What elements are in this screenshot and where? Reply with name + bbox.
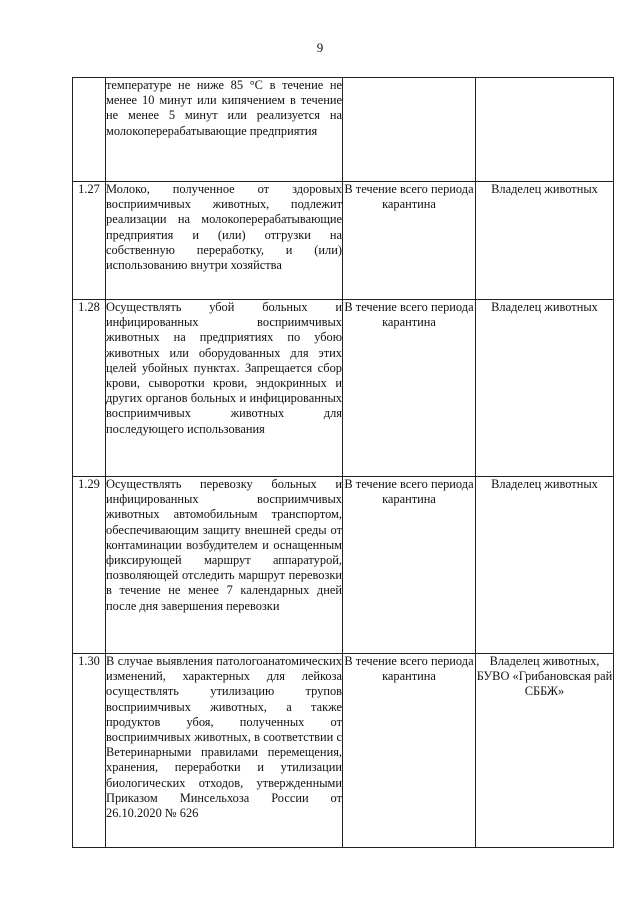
row-number: 1.27 — [73, 182, 106, 300]
table-row — [73, 654, 614, 848]
table-row — [73, 477, 614, 654]
measure-text: Осуществлять перевозку больных и инфицированных восприимчивых животных автомобильным транспортом, обеспечивающим защиту внешней среды от контаминации возбудителем и оснащенным фиксирующей маршрут аппаратурой, позволяющей отследить маршрут перевозки в течение не менее 7 календарных дней после дня завершения перевозки — [106, 477, 343, 654]
measure-term: В течение всего периода карантина — [343, 300, 476, 477]
measure-responsible: Владелец животных — [476, 300, 614, 477]
measure-term: В течение всего периода карантина — [343, 182, 476, 300]
row-number: 1.28 — [73, 300, 106, 477]
page-number: 9 — [316, 40, 324, 55]
measures-table — [72, 77, 614, 848]
measure-term: В течение всего периода карантина — [343, 477, 476, 654]
measure-text: Молоко, полученное от здоровых восприимчивых животных, подлежит реализации на молокоперерабатывающие предприятия и (или) отгрузки на собственную переработку, и (или) использованию внутри хозяйства — [106, 182, 343, 300]
measure-responsible: Владелец животных — [476, 182, 614, 300]
measure-text: температуре не ниже 85 °С в течение не менее 10 минут или кипячением в течение не менее 5 минут или реализуется на молокоперерабатывающие предприятия — [106, 78, 343, 182]
table-row — [73, 78, 614, 182]
measure-term — [343, 78, 476, 182]
measure-responsible: Владелец животных, БУВО «Грибановская рай СББЖ» — [476, 654, 614, 848]
measure-text: Осуществлять убой больных и инфицированных восприимчивых животных на предприятиях по убою животных или оборудованных для этих целей убойных пунктах. Запрещается сбор крови, сыворотки крови, эндокринных и других органов больных и инфицированных восприимчивых животных для последующего использования — [106, 300, 343, 477]
table-row — [73, 300, 614, 477]
row-number: 1.29 — [73, 477, 106, 654]
measure-responsible: Владелец животных — [476, 477, 614, 654]
row-number — [73, 78, 106, 182]
measure-term: В течение всего периода карантина — [343, 654, 476, 848]
row-number: 1.30 — [73, 654, 106, 848]
measure-text: В случае выявления патологоанатомических изменений, характерных для лейкоза осуществлять утилизацию трупов восприимчивых животных, а также продуктов убоя, полученных от восприимчивых животных, в соответствии с Ветеринарными правилами перемещения, хранения, переработки и утилизации биологических отходов, утвержденными Приказом Минсельхоза России от 26.10.2020 № 626 — [106, 654, 343, 848]
measure-responsible — [476, 78, 614, 182]
table-row — [73, 182, 614, 300]
